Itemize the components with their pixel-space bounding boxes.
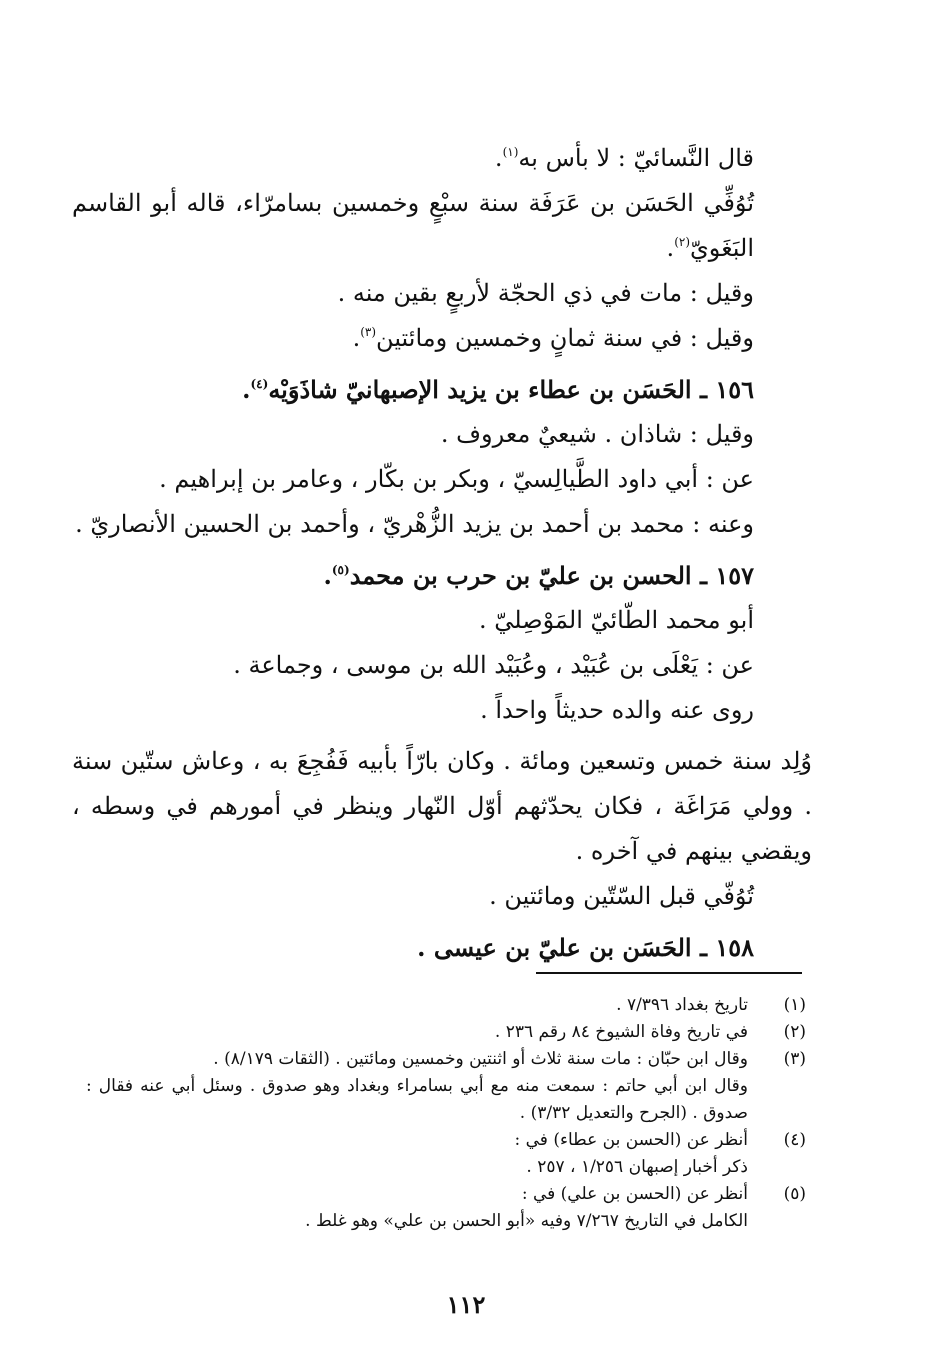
footnote-ref[interactable]: (٥): [331, 563, 350, 577]
footnote-number: (٥): [783, 1184, 806, 1204]
footnote-item: [86, 992, 806, 1019]
footnote-number: (٢): [783, 1022, 806, 1042]
heading-text: ١٥٦ ـ الحَسَن بن عطاء بن يزيد الإصبهانيّ شاذَوَيْه: [268, 375, 754, 404]
page-number: ١١٢: [446, 1290, 486, 1319]
punctuation: .: [494, 144, 503, 172]
punctuation: .: [323, 561, 332, 590]
footnote-line: وقال ابن حبّان : مات سنة ثلاث أو اثنتين وخمسين ومائتين . (الثقات ٨/١٧٩) .: [213, 1049, 748, 1069]
footnote-item: [86, 1046, 806, 1127]
heading-text: ١٥٧ ـ الحسن بن عليّ بن حرب بن محمد: [349, 561, 754, 590]
footnote-line: أنظر عن (الحسن بن علي) في :: [521, 1184, 748, 1204]
paragraph-text: قال النَّسائيّ : لا بأس به: [518, 144, 754, 172]
paragraph: وُلِد سنة خمس وتسعين ومائة . وكان بارّاً بأبيه فَفُجِعَ به ، وعاش ستّين سنة . وولي مَرَاغَة ، فكان يحدّثهم أوّل النّهار وينظر في أمورهم في وسطه ، ويقضي بينهم في آخره .: [72, 747, 812, 865]
footnote-ref[interactable]: (٤): [250, 377, 269, 391]
footnote-text: [86, 1019, 748, 1046]
paragraph-text: تُوُفِّي الحَسَن بن عَرَفَة سنة سبْعٍ وخمسين بسامرّاء، قاله أبو القاسم البَغَويّ: [72, 189, 754, 262]
footnote-line: أنظر عن (الحسن بن عطاء) في :: [514, 1130, 748, 1150]
entry-heading-157: [72, 553, 812, 598]
footnote-text: [86, 1046, 748, 1127]
footnote-item: [86, 1019, 806, 1046]
footnote-item: [86, 1181, 806, 1235]
paragraph: تُوُفّي قبل السّتّين ومائتين .: [489, 882, 754, 910]
footnote-text: [86, 992, 748, 1019]
footnote-ref[interactable]: (٣): [360, 325, 377, 339]
paragraph: وعنه : محمد بن أحمد بن يزيد الزُّهْريّ ، وأحمد بن الحسين الأنصاريّ .: [75, 510, 754, 538]
footnote-item: [86, 1127, 806, 1181]
footnote-number: (٤): [783, 1130, 806, 1150]
paragraph: [72, 316, 812, 361]
punctuation: .: [352, 324, 361, 352]
footnote-line: وقال ابن أبي حاتم : سمعت منه مع أبي بسامراء وبغداد وهو صدوق . وسئل أبي عنه فقال : صدوق . (الجرح والتعديل ٣/٣٢) .: [86, 1076, 749, 1123]
footnote-text: [86, 1181, 748, 1235]
footnote-number: (٣): [783, 1049, 806, 1069]
punctuation: .: [666, 234, 675, 262]
paragraph: أبو محمد الطّائيّ المَوْصِليّ .: [479, 606, 754, 634]
paragraph: عن : أبي داود الطَّيالِسيّ ، وبكر بن بكّار ، وعامر بن إبراهيم .: [159, 465, 754, 493]
footnotes: [86, 992, 806, 1235]
entry-heading-158: ١٥٨ ـ الحَسَن بن عليّ بن عيسى .: [417, 933, 754, 962]
footnote-ref[interactable]: (١): [502, 145, 519, 159]
main-text: [72, 136, 812, 970]
footnote-text: [86, 1127, 748, 1181]
footnote-ref[interactable]: (٢): [674, 235, 691, 249]
footnote-line: تاريخ بغداد ٧/٣٩٦ .: [616, 995, 748, 1015]
footnote-line: الكامل في التاريخ ٧/٢٦٧ وفيه «أبو الحسن بن علي» وهو غلط .: [305, 1211, 748, 1231]
footnote-line: ذكر أخبار إصبهان ١/٢٥٦ ، ٢٥٧ .: [526, 1157, 748, 1177]
paragraph: [72, 181, 812, 271]
paragraph: [72, 136, 812, 181]
paragraph: عن : يَعْلَى بن عُبَيْد ، وعُبَيْد الله بن موسى ، وجماعة .: [233, 651, 754, 679]
entry-heading-156: [72, 367, 812, 412]
footnote-divider: [536, 972, 802, 974]
paragraph-text: وقيل : في سنة ثمانٍ وخمسين ومائتين: [376, 324, 754, 352]
footnote-line: في تاريخ وفاة الشيوخ ٨٤ رقم ٢٣٦ .: [494, 1022, 748, 1042]
paragraph: وقيل : مات في ذي الحجّة لأربعٍ بقين منه .: [337, 279, 754, 307]
punctuation: .: [242, 375, 251, 404]
footnote-number: (١): [783, 995, 806, 1015]
paragraph: وقيل : شاذان . شيعيٌ معروف .: [440, 420, 754, 448]
paragraph: روى عنه والده حديثاً واحداً .: [480, 696, 754, 724]
